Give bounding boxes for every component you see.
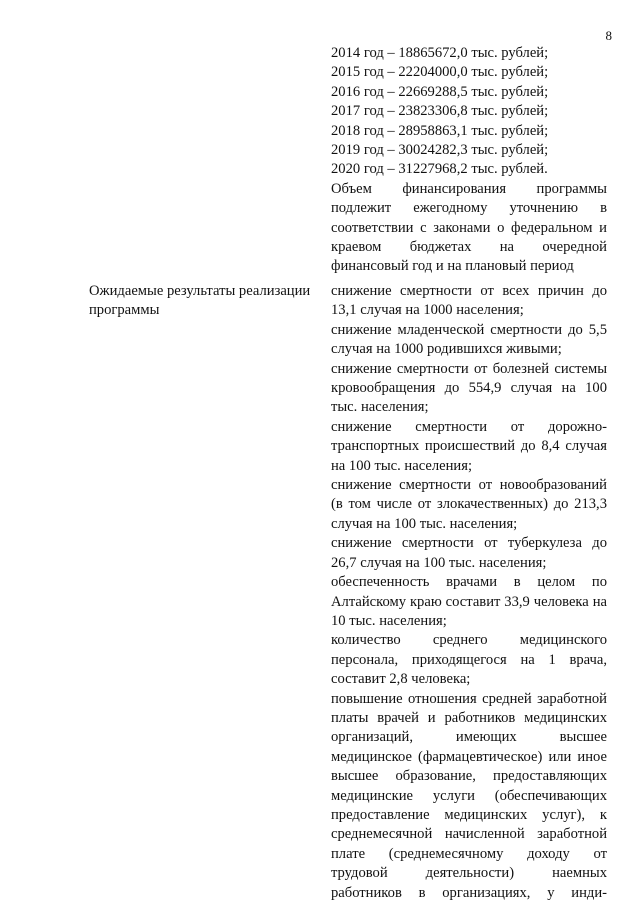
result-item: снижение смертности от болезней системы кровообращения до 554,9 случая на 100 тыс. населения; (331, 360, 607, 416)
funding-year-line: 2017 год – 23823306,8 тыс. рублей; (331, 103, 549, 120)
funding-year-line: 2014 год – 18865672,0 тыс. рублей; (331, 45, 549, 61)
funding-year-line: 2016 год – 22669288,5 тыс. рублей; (331, 83, 549, 100)
page-number: 8 (605, 28, 612, 43)
results-label: Ожидаемые результаты реализации программы (89, 283, 311, 319)
funding-year-line: 2015 год – 22204000,0 тыс. рублей; (331, 64, 549, 81)
result-item: снижение смертности от всех причин до 13,1 случая на 1000 населения; (331, 283, 607, 319)
funding-year-line: 2019 год – 30024282,3 тыс. рублей; (331, 142, 549, 159)
funding-note: Объем финансирования программы подлежит ежегодному уточнению в соответствии с законами о федеральном и краевом бюджетах на очередной финансовый год и на плановый период (331, 180, 607, 275)
result-item: количество среднего медицинского персонала, приходящегося на 1 врача, составит 2,8 человека; (331, 632, 607, 688)
results-list (331, 282, 607, 903)
result-item: обеспеченность врачами в целом по Алтайскому краю составит 33,9 человека на 10 тыс. населения; (331, 574, 607, 629)
result-item: снижение смертности от туберкулеза до 26,7 случая на 100 тыс. населения; (331, 535, 607, 571)
funding-section (331, 44, 607, 277)
funding-year-line: 2020 год – 31227968,2 тыс. рублей. (331, 161, 548, 178)
result-item: повышение отношения средней заработной платы врачей и работников медицинских организаций, имеющих высшее медицинское (фармацевтическое) или иное высшее образование, предоставляющих медицинские услуги (обеспечивающих предоставление медицинских услуг), к среднемесячной начисленной заработной плате (среднемесячному доходу от трудовой деятельности) наемных работников в организациях, у инди- (331, 690, 607, 901)
result-item: снижение смертности от новообразований (в том числе от злокачественных) до 213,3 случая на 100 тыс. населения; (331, 477, 607, 532)
result-item: снижение младенческой смертности до 5,5 случая на 1000 родившихся живыми; (331, 321, 607, 358)
funding-year-line: 2018 год – 28958863,1 тыс. рублей; (331, 122, 549, 139)
result-item: снижение смертности от дорожно-транспортных происшествий до 8,4 случая на 100 тыс. населения; (331, 418, 607, 474)
